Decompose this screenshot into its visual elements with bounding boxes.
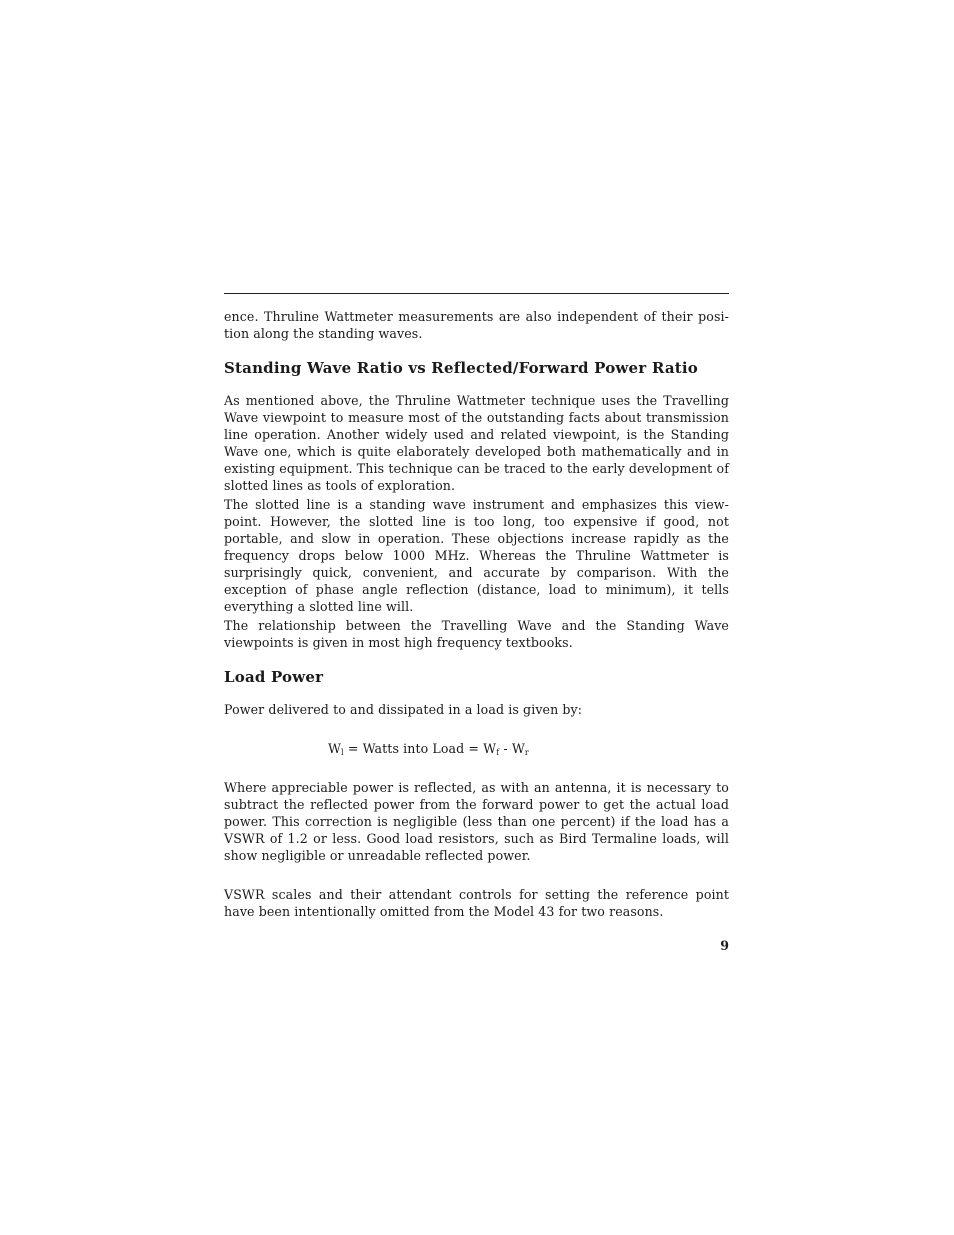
swr-paragraph-2: The slotted line is a standing wave instrument and emphasizes this view-point. However, the slotted line is too long, too expensive if good, not portable, and slow in operation. These objections increase rapidly as the frequency drops below 1000 MHz. Whereas the Thruline Wattmeter is surprisingly quick, convenient, and accurate by comparison. With the exception of phase angle reflection (distance, load to minimum), it tells everything a slotted line will.: [224, 497, 729, 614]
page-number: 9: [720, 938, 729, 953]
load-power-paragraph-1: Where appreciable power is reflected, as with an antenna, it is necessary to subtract the reflected power from the forward power to get the actual load power. This correction is negligible (less than one percent) if the load has a VSWR of 1.2 or less. Good load resistors, such as Bird Termaline loads, will show negligible or unreadable reflected power.: [224, 780, 729, 863]
formula-minus: - W: [499, 741, 525, 756]
section-heading-swr: Standing Wave Ratio vs Reflected/Forward Power Ratio: [224, 359, 698, 377]
top-rule: [224, 293, 729, 294]
continuation-paragraph: ence. Thruline Wattmeter measurements are also independent of their posi-tion along the standing waves.: [224, 309, 729, 341]
formula-r-sub: r: [524, 748, 529, 757]
formula-middle: = Watts into Load = W: [343, 741, 497, 756]
load-power-paragraph-2: VSWR scales and their attendant controls for setting the reference point have been intentionally omitted from the Model 43 for two reasons.: [224, 887, 729, 919]
load-power-lead: Power delivered to and dissipated in a load is given by:: [224, 702, 583, 717]
load-power-formula: [328, 740, 729, 757]
swr-paragraph-3: The relationship between the Travelling Wave and the Standing Wave viewpoints is given in most high frequency textbooks.: [224, 618, 729, 650]
formula-lhs: W: [328, 741, 342, 756]
page-content: [224, 293, 729, 953]
formula-lhs-sub: l: [341, 748, 344, 757]
formula-f-sub: f: [496, 748, 500, 757]
swr-paragraph-1: As mentioned above, the Thruline Wattmeter technique uses the Travelling Wave viewpoint to measure most of the outstanding facts about transmission line operation. Another widely used and related viewpoint, is the Standing Wave one, which is quite elaborately developed both mathematically and in existing equipment. This technique can be traced to the early development of slotted lines as tools of exploration.: [224, 393, 729, 493]
section-heading-load-power: Load Power: [224, 668, 324, 686]
